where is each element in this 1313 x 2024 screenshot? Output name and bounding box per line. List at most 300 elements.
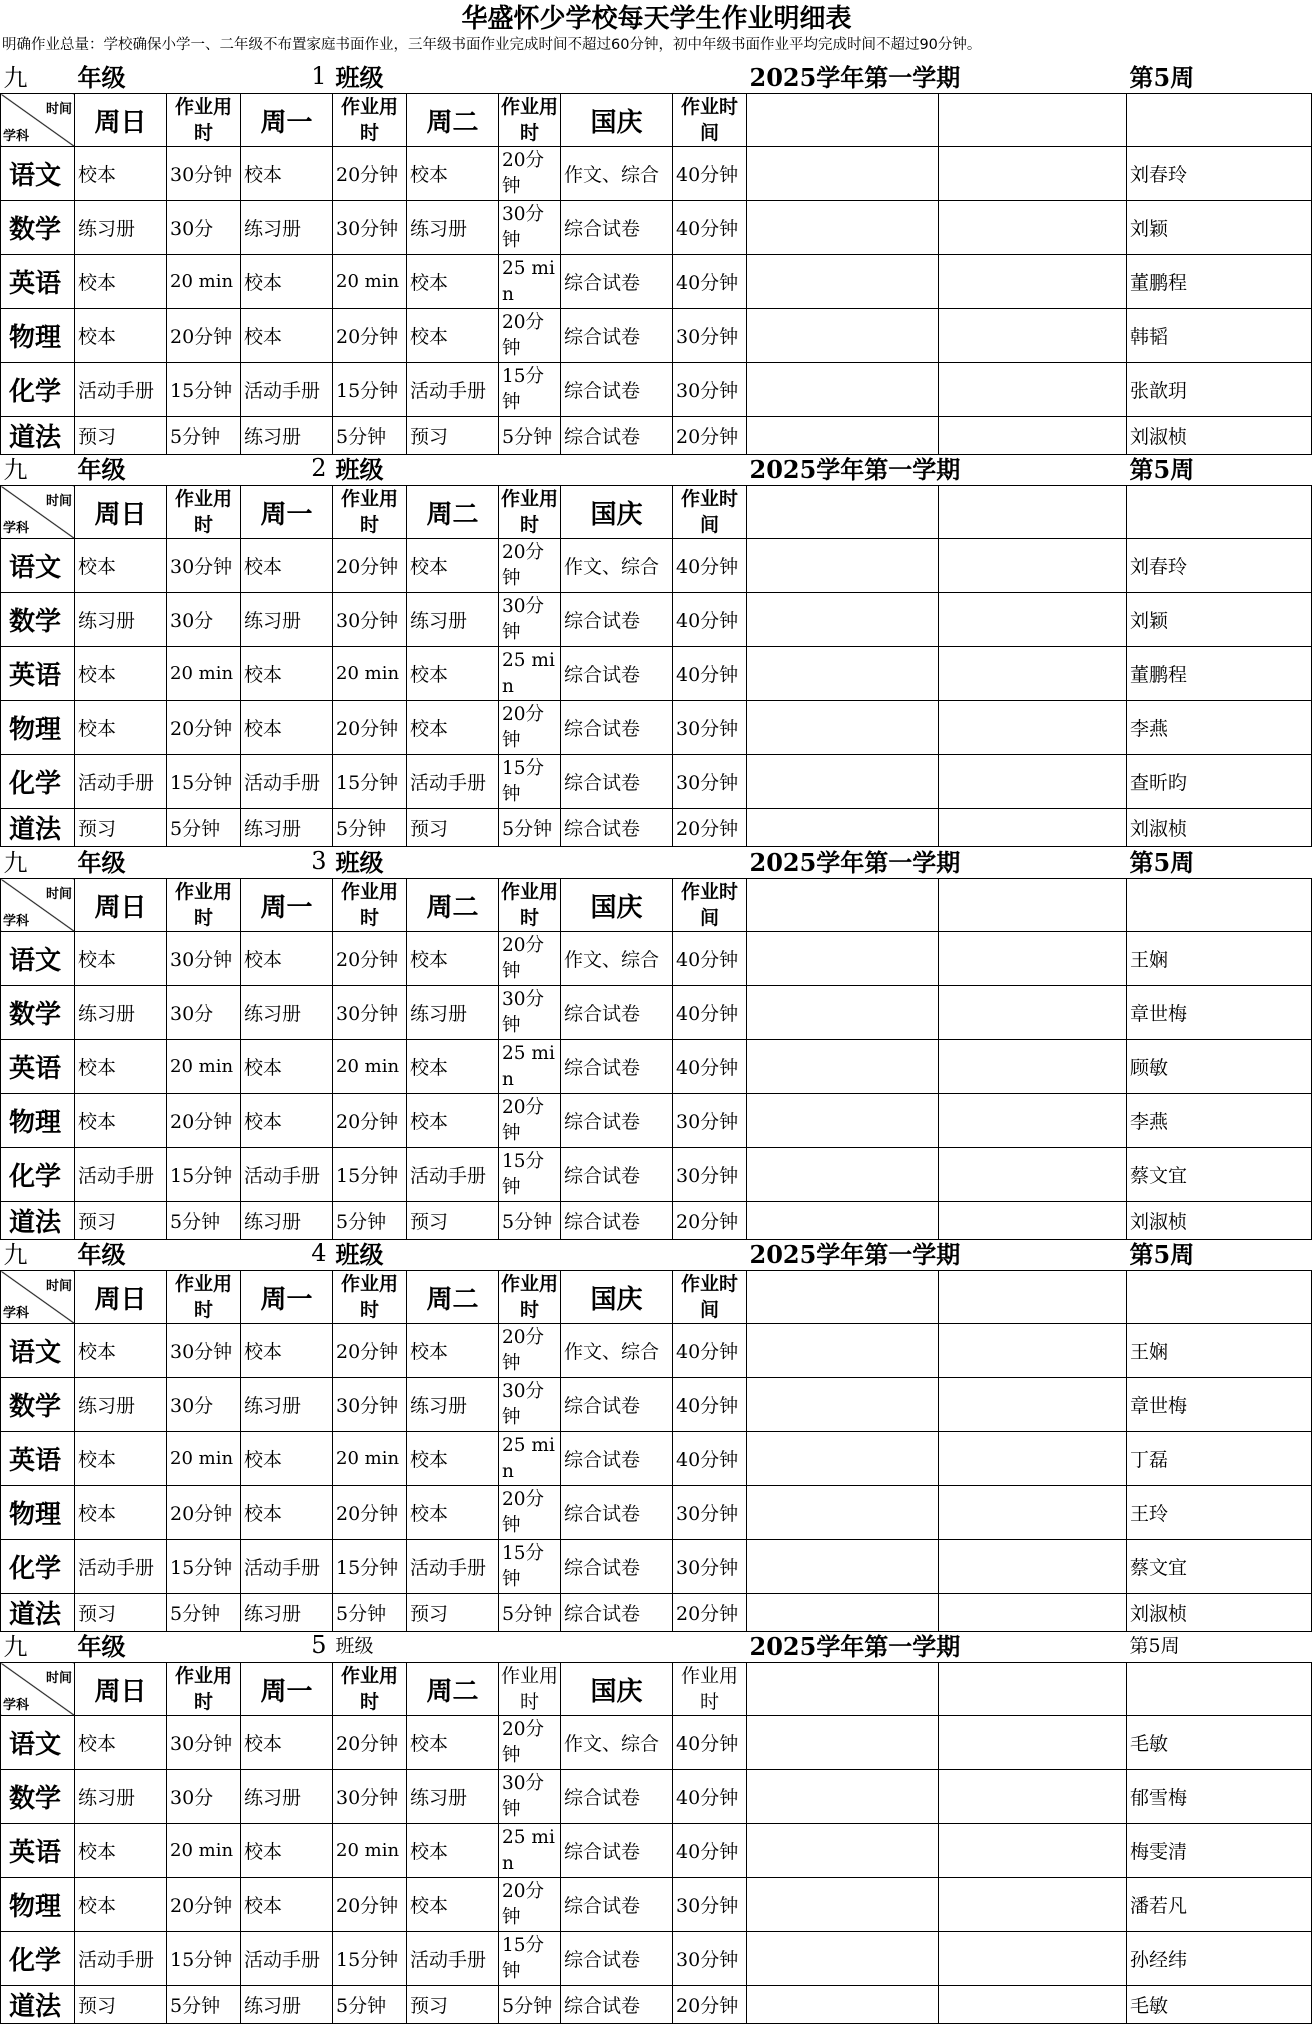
homework-cell: 15分钟 xyxy=(167,363,241,417)
spacer xyxy=(747,147,939,201)
homework-cell: 30分钟 xyxy=(673,1932,747,1986)
spacer xyxy=(939,1986,1127,2024)
teacher-name: 刘淑桢 xyxy=(1127,1594,1312,1632)
spacer xyxy=(939,539,1127,593)
homework-cell: 校本 xyxy=(407,147,499,201)
spacer xyxy=(939,1824,1127,1878)
column-header: 周一 xyxy=(241,879,333,932)
homework-cell: 20 min xyxy=(167,1432,241,1486)
homework-cell: 40分钟 xyxy=(673,1716,747,1770)
homework-cell: 40分钟 xyxy=(673,255,747,309)
homework-cell: 20分钟 xyxy=(499,932,561,986)
homework-cell: 练习册 xyxy=(241,417,333,455)
column-header: 周二 xyxy=(407,94,499,147)
homework-cell: 40分钟 xyxy=(673,539,747,593)
homework-cell: 5分钟 xyxy=(499,417,561,455)
homework-cell: 活动手册 xyxy=(407,755,499,809)
teacher-name: 王娴 xyxy=(1127,932,1312,986)
spacer xyxy=(747,1148,939,1202)
spacer xyxy=(939,647,1127,701)
class-label: 班级 xyxy=(333,450,499,486)
spacer xyxy=(747,1878,939,1932)
spacer xyxy=(939,1878,1127,1932)
homework-cell: 20分钟 xyxy=(333,539,407,593)
spacer xyxy=(939,94,1127,147)
homework-cell: 综合试卷 xyxy=(561,1932,673,1986)
spacer xyxy=(167,843,241,879)
homework-cell: 15分钟 xyxy=(167,755,241,809)
homework-cell: 30分钟 xyxy=(673,363,747,417)
homework-cell: 30分钟 xyxy=(499,201,561,255)
spacer xyxy=(939,1202,1127,1240)
diagonal-header-cell xyxy=(1,94,75,147)
homework-cell: 5分钟 xyxy=(333,417,407,455)
homework-cell: 校本 xyxy=(407,1432,499,1486)
homework-cell: 15分钟 xyxy=(333,1932,407,1986)
teacher-name: 潘若凡 xyxy=(1127,1878,1312,1932)
homework-cell: 30分钟 xyxy=(499,1770,561,1824)
class-label: 班级 xyxy=(333,1235,499,1271)
homework-cell: 校本 xyxy=(75,932,167,986)
homework-cell: 综合试卷 xyxy=(561,1824,673,1878)
column-header: 周二 xyxy=(407,1663,499,1716)
spacer xyxy=(747,1770,939,1824)
homework-cell: 40分钟 xyxy=(673,647,747,701)
homework-cell: 活动手册 xyxy=(75,1148,167,1202)
homework-cell: 校本 xyxy=(241,1716,333,1770)
homework-cell: 30分 xyxy=(167,986,241,1040)
homework-cell: 综合试卷 xyxy=(561,593,673,647)
diag-subject-label: 学科 xyxy=(3,129,30,144)
homework-cell: 40分钟 xyxy=(673,593,747,647)
spacer xyxy=(939,1663,1127,1716)
homework-cell: 校本 xyxy=(75,701,167,755)
homework-cell: 预习 xyxy=(75,1986,167,2024)
subject-name: 化学 xyxy=(1,1148,75,1202)
teacher-name: 毛敏 xyxy=(1127,1716,1312,1770)
class-table-4 xyxy=(0,1235,1312,1632)
class-label: 班级 xyxy=(333,843,499,879)
homework-cell: 5分钟 xyxy=(333,1594,407,1632)
spacer xyxy=(939,1040,1127,1094)
homework-cell: 校本 xyxy=(241,309,333,363)
diagonal-header-cell xyxy=(1,1663,75,1716)
teacher-name: 顾敏 xyxy=(1127,1040,1312,1094)
spacer xyxy=(939,932,1127,986)
column-header: 作业用时 xyxy=(167,94,241,147)
homework-cell: 校本 xyxy=(75,309,167,363)
diag-subject-label: 学科 xyxy=(3,914,30,929)
homework-cell: 练习册 xyxy=(241,201,333,255)
diag-subject-label: 学科 xyxy=(3,1306,30,1321)
spacer xyxy=(747,1986,939,2024)
homework-cell: 活动手册 xyxy=(241,1932,333,1986)
homework-cell: 活动手册 xyxy=(75,755,167,809)
homework-cell: 活动手册 xyxy=(75,363,167,417)
teacher-name: 章世梅 xyxy=(1127,986,1312,1040)
homework-cell: 综合试卷 xyxy=(561,201,673,255)
homework-cell: 20分钟 xyxy=(499,309,561,363)
teacher-name: 孙经纬 xyxy=(1127,1932,1312,1986)
spacer xyxy=(939,701,1127,755)
homework-cell: 作文、综合 xyxy=(561,1324,673,1378)
column-header: 国庆 xyxy=(561,94,673,147)
spacer xyxy=(499,843,747,879)
class-table-3 xyxy=(0,843,1312,1240)
homework-cell: 20 min xyxy=(333,255,407,309)
column-header: 周一 xyxy=(241,486,333,539)
homework-cell: 30分钟 xyxy=(673,309,747,363)
class-number: 2 xyxy=(241,450,333,486)
grade-value: 九 xyxy=(1,1627,75,1663)
column-header: 周一 xyxy=(241,1271,333,1324)
spacer xyxy=(747,417,939,455)
subject-name: 道法 xyxy=(1,1202,75,1240)
spacer xyxy=(499,58,747,94)
class-number: 4 xyxy=(241,1235,333,1271)
column-header: 作业用时 xyxy=(333,94,407,147)
subject-name: 化学 xyxy=(1,1932,75,1986)
homework-cell: 40分钟 xyxy=(673,147,747,201)
spacer xyxy=(939,1716,1127,1770)
class-table-1 xyxy=(0,58,1312,455)
homework-cell: 30分钟 xyxy=(673,1148,747,1202)
homework-cell: 校本 xyxy=(75,255,167,309)
homework-cell: 30分 xyxy=(167,1378,241,1432)
spacer xyxy=(167,450,241,486)
diag-time-label: 时间 xyxy=(45,494,72,509)
spacer xyxy=(939,1540,1127,1594)
homework-cell: 预习 xyxy=(407,1594,499,1632)
spacer xyxy=(747,255,939,309)
homework-cell: 15分钟 xyxy=(167,1932,241,1986)
column-header xyxy=(747,1663,939,1716)
teacher-name: 李燕 xyxy=(1127,701,1312,755)
spacer xyxy=(747,1716,939,1770)
subject-name: 数学 xyxy=(1,986,75,1040)
homework-cell: 30分钟 xyxy=(673,1540,747,1594)
column-header: 作业用时 xyxy=(167,879,241,932)
homework-cell: 练习册 xyxy=(241,1770,333,1824)
homework-cell: 30分钟 xyxy=(167,1716,241,1770)
column-header: 作业用时 xyxy=(333,486,407,539)
diagonal-header-cell xyxy=(1,879,75,932)
diag-subject-label: 学科 xyxy=(3,1698,30,1713)
spacer xyxy=(939,309,1127,363)
subject-name: 数学 xyxy=(1,593,75,647)
teacher-name: 刘淑桢 xyxy=(1127,417,1312,455)
column-header: 周二 xyxy=(407,1271,499,1324)
homework-cell: 15分钟 xyxy=(333,755,407,809)
homework-cell: 校本 xyxy=(407,647,499,701)
homework-cell: 活动手册 xyxy=(407,1148,499,1202)
spacer xyxy=(939,1324,1127,1378)
spacer xyxy=(747,363,939,417)
homework-cell: 20 min xyxy=(167,255,241,309)
grade-value: 九 xyxy=(1,58,75,94)
homework-cell: 练习册 xyxy=(241,593,333,647)
homework-cell: 30分钟 xyxy=(333,593,407,647)
homework-cell: 练习册 xyxy=(241,809,333,847)
column-header: 作业时间 xyxy=(673,879,747,932)
homework-cell: 20分钟 xyxy=(673,1202,747,1240)
homework-cell: 校本 xyxy=(241,539,333,593)
homework-cell: 校本 xyxy=(407,1040,499,1094)
homework-cell: 30分钟 xyxy=(673,1094,747,1148)
spacer xyxy=(499,450,747,486)
column-header: 作业用时 xyxy=(673,1663,747,1716)
homework-cell: 校本 xyxy=(407,309,499,363)
spacer xyxy=(939,363,1127,417)
subject-name: 物理 xyxy=(1,309,75,363)
class-table-2 xyxy=(0,450,1312,847)
homework-cell: 综合试卷 xyxy=(561,1540,673,1594)
homework-cell: 40分钟 xyxy=(673,1432,747,1486)
homework-cell: 15分钟 xyxy=(167,1148,241,1202)
teacher-name: 丁磊 xyxy=(1127,1432,1312,1486)
column-header: 作业时间 xyxy=(673,94,747,147)
column-header: 周日 xyxy=(75,94,167,147)
homework-cell: 练习册 xyxy=(75,1770,167,1824)
homework-cell: 练习册 xyxy=(75,986,167,1040)
subject-name: 英语 xyxy=(1,1824,75,1878)
homework-cell: 20 min xyxy=(333,1040,407,1094)
spacer xyxy=(939,201,1127,255)
homework-cell: 综合试卷 xyxy=(561,1094,673,1148)
subject-name: 物理 xyxy=(1,1486,75,1540)
homework-cell: 15分钟 xyxy=(499,1540,561,1594)
homework-cell: 综合试卷 xyxy=(561,1040,673,1094)
homework-policy-note: 明确作业总量：学校确保小学一、二年级不布置家庭书面作业，三年级书面作业完成时间不超过60分钟，初中年级书面作业平均完成时间不超过90分钟。 xyxy=(2,37,982,53)
column-header: 作业时间 xyxy=(673,1271,747,1324)
homework-cell: 练习册 xyxy=(241,1594,333,1632)
column-header: 作业用时 xyxy=(167,1271,241,1324)
spacer xyxy=(747,1824,939,1878)
homework-cell: 校本 xyxy=(407,932,499,986)
homework-cell: 20分钟 xyxy=(673,417,747,455)
homework-cell: 校本 xyxy=(407,701,499,755)
homework-cell: 20 min xyxy=(167,647,241,701)
homework-cell: 15分钟 xyxy=(499,755,561,809)
homework-cell: 40分钟 xyxy=(673,1378,747,1432)
homework-cell: 校本 xyxy=(241,255,333,309)
homework-cell: 预习 xyxy=(75,809,167,847)
diag-time-label: 时间 xyxy=(45,887,72,902)
column-header: 作业时间 xyxy=(673,486,747,539)
homework-cell: 20分钟 xyxy=(499,539,561,593)
subject-name: 语文 xyxy=(1,1716,75,1770)
teacher-name: 刘颖 xyxy=(1127,201,1312,255)
homework-cell: 校本 xyxy=(241,1324,333,1378)
homework-cell: 30分钟 xyxy=(167,1324,241,1378)
column-header: 作业用时 xyxy=(167,1663,241,1716)
homework-cell: 作文、综合 xyxy=(561,1716,673,1770)
subject-name: 语文 xyxy=(1,147,75,201)
homework-cell: 校本 xyxy=(75,1040,167,1094)
spacer xyxy=(939,1432,1127,1486)
spacer xyxy=(939,1094,1127,1148)
homework-cell: 校本 xyxy=(241,1878,333,1932)
teacher-name: 董鹏程 xyxy=(1127,647,1312,701)
diag-time-label: 时间 xyxy=(45,102,72,117)
spacer xyxy=(747,932,939,986)
homework-cell: 20分钟 xyxy=(333,701,407,755)
spacer xyxy=(939,255,1127,309)
teacher-name: 刘淑桢 xyxy=(1127,809,1312,847)
homework-cell: 综合试卷 xyxy=(561,809,673,847)
homework-cell: 综合试卷 xyxy=(561,1148,673,1202)
subject-name: 数学 xyxy=(1,1770,75,1824)
week-label: 第5周 xyxy=(1127,450,1312,486)
homework-cell: 30分钟 xyxy=(673,1486,747,1540)
homework-cell: 20分钟 xyxy=(333,1878,407,1932)
spacer xyxy=(747,1540,939,1594)
spacer xyxy=(747,809,939,847)
homework-cell: 预习 xyxy=(75,1594,167,1632)
homework-cell: 校本 xyxy=(407,539,499,593)
homework-cell: 练习册 xyxy=(407,1378,499,1432)
class-table-5 xyxy=(0,1627,1312,2024)
teacher-name: 王玲 xyxy=(1127,1486,1312,1540)
homework-cell: 20 min xyxy=(333,1824,407,1878)
homework-cell: 20分钟 xyxy=(167,1486,241,1540)
column-header: 周日 xyxy=(75,1663,167,1716)
homework-cell: 综合试卷 xyxy=(561,363,673,417)
column-header: 国庆 xyxy=(561,1663,673,1716)
diagonal-header-cell xyxy=(1,486,75,539)
subject-name: 英语 xyxy=(1,1040,75,1094)
spacer xyxy=(1127,1271,1312,1324)
spacer xyxy=(747,201,939,255)
homework-cell: 活动手册 xyxy=(407,1540,499,1594)
homework-cell: 校本 xyxy=(75,539,167,593)
spacer xyxy=(1127,486,1312,539)
diagonal-header-cell xyxy=(1,1271,75,1324)
homework-cell: 5分钟 xyxy=(333,1986,407,2024)
homework-cell: 校本 xyxy=(75,1716,167,1770)
homework-cell: 40分钟 xyxy=(673,1770,747,1824)
homework-cell: 40分钟 xyxy=(673,932,747,986)
subject-name: 英语 xyxy=(1,255,75,309)
spacer xyxy=(939,1378,1127,1432)
homework-cell: 综合试卷 xyxy=(561,1202,673,1240)
teacher-name: 张歆玥 xyxy=(1127,363,1312,417)
column-header: 周日 xyxy=(75,1271,167,1324)
column-header xyxy=(747,879,939,932)
spacer xyxy=(747,1378,939,1432)
spacer xyxy=(747,701,939,755)
column-header: 作业用时 xyxy=(499,94,561,147)
homework-cell: 30分钟 xyxy=(333,1770,407,1824)
teacher-name: 董鹏程 xyxy=(1127,255,1312,309)
homework-cell: 15分钟 xyxy=(333,1540,407,1594)
homework-cell: 校本 xyxy=(407,1486,499,1540)
teacher-name: 毛敏 xyxy=(1127,1986,1312,2024)
spacer xyxy=(939,486,1127,539)
spacer xyxy=(747,1094,939,1148)
homework-cell: 校本 xyxy=(241,701,333,755)
homework-cell: 25 min xyxy=(499,1432,561,1486)
spacer xyxy=(747,1324,939,1378)
column-header: 周一 xyxy=(241,94,333,147)
spacer xyxy=(747,986,939,1040)
class-label: 班级 xyxy=(333,58,499,94)
homework-cell: 综合试卷 xyxy=(561,1486,673,1540)
class-number: 5 xyxy=(241,1627,333,1663)
homework-cell: 预习 xyxy=(407,417,499,455)
homework-cell: 20分钟 xyxy=(499,147,561,201)
homework-cell: 综合试卷 xyxy=(561,1770,673,1824)
homework-cell: 校本 xyxy=(75,147,167,201)
homework-cell: 30分 xyxy=(167,1770,241,1824)
spacer xyxy=(747,755,939,809)
homework-cell: 20分钟 xyxy=(333,309,407,363)
homework-cell: 40分钟 xyxy=(673,201,747,255)
grade-label: 年级 xyxy=(75,1627,167,1663)
homework-cell: 20分钟 xyxy=(333,1486,407,1540)
subject-name: 物理 xyxy=(1,701,75,755)
class-number: 3 xyxy=(241,843,333,879)
subject-name: 道法 xyxy=(1,1594,75,1632)
homework-cell: 作文、综合 xyxy=(561,147,673,201)
homework-cell: 练习册 xyxy=(407,986,499,1040)
homework-cell: 校本 xyxy=(241,1432,333,1486)
homework-cell: 40分钟 xyxy=(673,1040,747,1094)
homework-cell: 校本 xyxy=(407,1878,499,1932)
homework-cell: 综合试卷 xyxy=(561,1432,673,1486)
teacher-name: 韩韬 xyxy=(1127,309,1312,363)
homework-cell: 综合试卷 xyxy=(561,755,673,809)
homework-cell: 30分钟 xyxy=(333,986,407,1040)
subject-name: 道法 xyxy=(1,809,75,847)
homework-cell: 活动手册 xyxy=(75,1932,167,1986)
homework-cell: 预习 xyxy=(75,417,167,455)
homework-cell: 校本 xyxy=(75,1094,167,1148)
homework-cell: 20 min xyxy=(167,1824,241,1878)
homework-cell: 5分钟 xyxy=(499,1594,561,1632)
semester-label: 2025学年第一学期 xyxy=(747,58,1127,94)
homework-cell: 校本 xyxy=(241,1040,333,1094)
teacher-name: 蔡文宜 xyxy=(1127,1148,1312,1202)
spacer xyxy=(747,1932,939,1986)
homework-cell: 20分钟 xyxy=(673,809,747,847)
homework-cell: 校本 xyxy=(241,1094,333,1148)
homework-cell: 20分钟 xyxy=(499,1878,561,1932)
homework-cell: 25 min xyxy=(499,1040,561,1094)
subject-name: 道法 xyxy=(1,1986,75,2024)
homework-cell: 活动手册 xyxy=(75,1540,167,1594)
homework-cell: 25 min xyxy=(499,647,561,701)
homework-cell: 20分钟 xyxy=(499,1486,561,1540)
homework-cell: 5分钟 xyxy=(167,1594,241,1632)
homework-cell: 20分钟 xyxy=(333,147,407,201)
subject-name: 道法 xyxy=(1,417,75,455)
homework-cell: 15分钟 xyxy=(333,1148,407,1202)
homework-cell: 校本 xyxy=(241,647,333,701)
column-header: 周日 xyxy=(75,879,167,932)
homework-cell: 30分钟 xyxy=(673,755,747,809)
subject-name: 化学 xyxy=(1,1540,75,1594)
homework-cell: 20分钟 xyxy=(333,1094,407,1148)
class-label: 班级 xyxy=(333,1627,499,1663)
week-label: 第5周 xyxy=(1127,1235,1312,1271)
homework-cell: 20分钟 xyxy=(167,1094,241,1148)
homework-cell: 活动手册 xyxy=(241,1148,333,1202)
homework-cell: 预习 xyxy=(407,809,499,847)
homework-cell: 校本 xyxy=(407,1824,499,1878)
teacher-name: 查昕昀 xyxy=(1127,755,1312,809)
homework-cell: 校本 xyxy=(407,1094,499,1148)
